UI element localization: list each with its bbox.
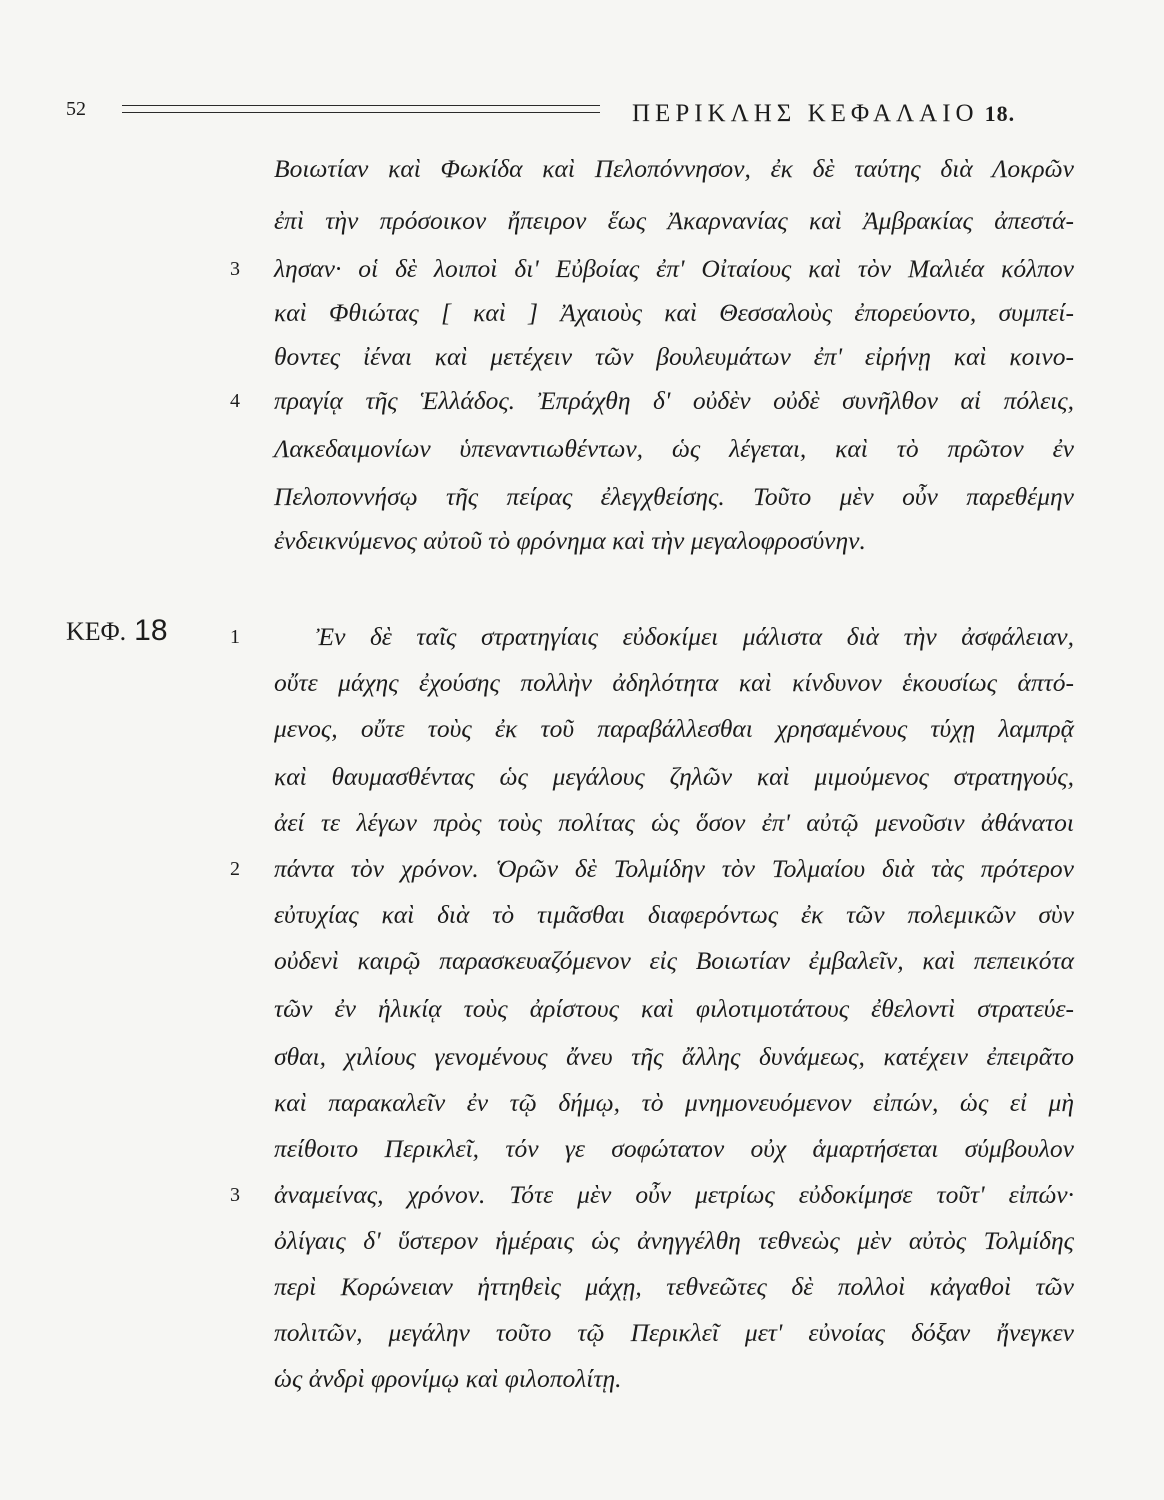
section-number: 4 — [230, 390, 240, 412]
text-line: Βοιωτίαν καὶ Φωκίδα καὶ Πελοπόννησον, ἐκ δὲ ταύτης διὰ Λοκρῶν — [274, 154, 1074, 183]
text-line: καὶ παρακαλεῖν ἐν τῷ δήμῳ, τὸ μνημονευόμενον εἰπών, ὡς εἰ μὴ — [274, 1088, 1074, 1117]
section-number: 2 — [230, 858, 240, 880]
text-line: Πελοποννήσῳ τῆς πείρας ἐλεγχθείσης. Τοῦτο μὲν οὖν παρεθέμην — [274, 482, 1074, 511]
running-header — [632, 100, 1015, 128]
text-line: ὀλίγαις δ' ὕστερον ἡμέραις ὡς ἀνηγγέλθη τεθνεὼς μὲν αὐτὸς Τολμίδης — [274, 1226, 1074, 1255]
text-line: περὶ Κορώνειαν ἡττηθεὶς μάχῃ, τεθνεῶτες δὲ πολλοὶ κἀγαθοὶ τῶν — [274, 1272, 1074, 1301]
text-line: πραγίᾳ τῆς Ἑλλάδος. Ἐπράχθη δ' οὐδὲν οὐδὲ συνῆλθον αἱ πόλεις, — [274, 386, 1074, 415]
text-line: θοντες ἰέναι καὶ μετέχειν τῶν βουλευμάτων ἐπ' εἰρήνῃ καὶ κοινο- — [274, 342, 1074, 371]
text-line: πείθοιτο Περικλεῖ, τόν γε σοφώτατον οὐχ ἁμαρτήσεται σύμβουλον — [274, 1134, 1074, 1163]
text-line: ἀναμείνας, χρόνον. Τότε μὲν οὖν μετρίως εὐδοκίμησε τοῦτ' εἰπών· — [274, 1180, 1074, 1209]
chapter-number: 18 — [134, 614, 168, 647]
page-number: 52 — [66, 98, 86, 120]
text-line: σθαι, χιλίους γενομένους ἄνευ τῆς ἄλλης δυνάμεως, κατέχειν ἐπειρᾶτο — [274, 1042, 1074, 1071]
text-line: πολιτῶν, μεγάλην τοῦτο τῷ Περικλεῖ μετ' εὐνοίας δόξαν ἤνεγκεν — [274, 1318, 1074, 1347]
text-line: εὐτυχίας καὶ διὰ τὸ τιμᾶσθαι διαφερόντως ἐκ τῶν πολεμικῶν σὺν — [274, 900, 1074, 929]
chapter-marker — [66, 614, 168, 648]
text-line: τῶν ἐν ἡλικίᾳ τοὺς ἀρίστους καὶ φιλοτιμοτάτους ἐθελοντὶ στρατεύε- — [274, 994, 1074, 1023]
text-line: ἀεί τε λέγων πρὸς τοὺς πολίτας ὡς ὅσον ἐπ' αὐτῷ μενοῦσιν ἀθάνατοι — [274, 808, 1074, 837]
text-line: ἐνδεικνύμενος αὐτοῦ τὸ φρόνημα καὶ τὴν μεγαλοφροσύνην. — [274, 526, 866, 555]
section-number: 3 — [230, 1184, 240, 1206]
section-number: 1 — [230, 626, 240, 648]
text-line: ὡς ἀνδρὶ φρονίμῳ καὶ φιλοπολίτῃ. — [274, 1364, 622, 1393]
text-line: Ἐν δὲ ταῖς στρατηγίαις εὐδοκίμει μάλιστα διὰ τὴν ἀσφάλειαν, — [316, 622, 1074, 651]
text-line: καὶ θαυμασθέντας ὡς μεγάλους ζηλῶν καὶ μιμούμενος στρατηγούς, — [274, 762, 1074, 791]
running-title: ΠΕΡΙΚΛΗΣ ΚΕΦΑΛΑΙΟ — [632, 100, 979, 127]
chapter-label: ΚΕΦ. — [66, 617, 127, 646]
text-line: ἐπὶ τὴν πρόσοικον ἤπειρον ἕως Ἀκαρνανίας καὶ Ἀμβρακίας ἀπεστά- — [274, 206, 1074, 235]
header-rule — [122, 105, 600, 113]
text-line: πάντα τὸν χρόνον. Ὁρῶν δὲ Τολμίδην τὸν Τολμαίου διὰ τὰς πρότερον — [274, 854, 1074, 883]
section-number: 3 — [230, 258, 240, 280]
text-line: οὐδενὶ καιρῷ παρασκευαζόμενον εἰς Βοιωτίαν ἐμβαλεῖν, καὶ πεπεικότα — [274, 946, 1074, 975]
text-line: λησαν· οἱ δὲ λοιποὶ δι' Εὐβοίας ἐπ' Οἰταίους καὶ τὸν Μαλιέα κόλπον — [274, 254, 1074, 283]
text-line: μενος, οὔτε τοὺς ἐκ τοῦ παραβάλλεσθαι χρησαμένους τύχῃ λαμπρᾷ — [274, 714, 1074, 743]
text-line: οὔτε μάχης ἐχούσης πολλὴν ἀδηλότητα καὶ κίνδυνον ἑκουσίως ἁπτό- — [274, 668, 1074, 697]
text-line: καὶ Φθιώτας [ καὶ ] Ἀχαιοὺς καὶ Θεσσαλοὺς ἐπορεύοντο, συμπεί- — [274, 298, 1074, 327]
text-line: Λακεδαιμονίων ὑπεναντιωθέντων, ὡς λέγεται, καὶ τὸ πρῶτον ἐν — [274, 434, 1074, 463]
running-chapter: 18. — [984, 101, 1016, 126]
